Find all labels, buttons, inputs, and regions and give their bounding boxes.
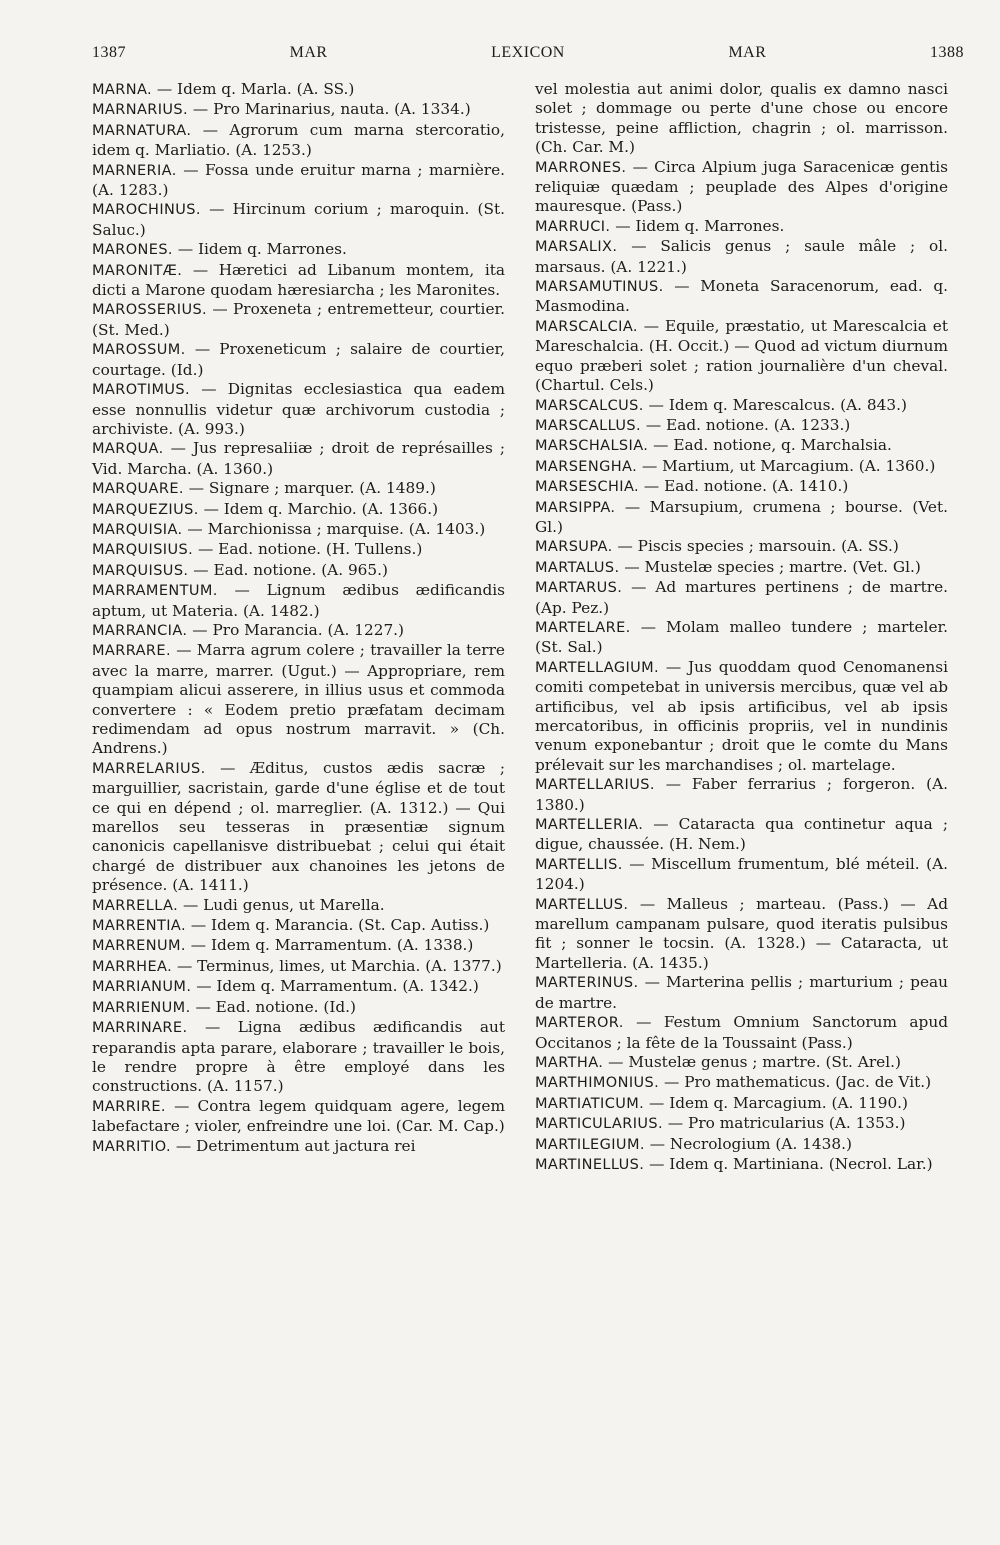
entry-headword: MARQUISIA.	[92, 521, 183, 538]
dictionary-entry	[535, 1053, 948, 1073]
right-column	[535, 80, 948, 1175]
entry-definition: — Malleus ; marteau. (Pass.) — Ad marellum campanam pulsare, quod iteratis pulsibus fit ; sonner le tocsin. (A. 1328.) — Cataracta, ut Martelleria. (A. 1435.)	[535, 894, 948, 972]
entry-headword: MARQUISIUS.	[92, 542, 194, 559]
entry-definition: — Molam malleo tundere ; marteler. (St. Sal.)	[535, 617, 948, 657]
dictionary-entry	[92, 100, 505, 120]
dictionary-entry	[92, 581, 505, 621]
entry-headword: MARQUA.	[92, 441, 164, 458]
entry-headword: MAROSSUM.	[92, 342, 186, 359]
entry-headword: MARRONES.	[535, 159, 627, 176]
entry-definition: — Hircinum corium ; maroquin. (St. Saluc.)	[92, 200, 505, 239]
entry-headword: MARTALUS.	[535, 559, 620, 576]
dictionary-entry	[92, 500, 505, 520]
dictionary-entry	[535, 1114, 948, 1134]
entry-definition: — Mustelæ genus ; martre. (St. Arel.)	[603, 1052, 901, 1071]
dictionary-entry	[535, 658, 948, 775]
dictionary-entry	[535, 457, 948, 477]
dictionary-entry	[92, 641, 505, 758]
entry-definition: — Cataracta qua continetur aqua ; digue, chaussée. (H. Nem.)	[535, 815, 948, 854]
entry-definition: — Idem q. Marramentum. (A. 1342.)	[191, 977, 479, 996]
dictionary-entry	[535, 1094, 948, 1114]
entry-definition: — Idem q. Marchio. (A. 1366.)	[198, 499, 439, 518]
entry-definition: — Terminus, limes, ut Marchia. (A. 1377.)	[172, 956, 502, 975]
entry-definition: — Marsupium, crumena ; bourse. (Vet. Gl.)	[535, 497, 948, 536]
left-column	[92, 80, 505, 1175]
dictionary-entry	[92, 977, 505, 997]
entry-definition: — Pro matricularius (A. 1353.)	[663, 1114, 906, 1133]
dictionary-entry	[535, 1073, 948, 1093]
entry-definition: — Ead. notione. (Id.)	[190, 997, 357, 1016]
entry-definition: — Piscis species ; marsouin. (A. SS.)	[612, 537, 899, 556]
entry-definition: — Ead. notione, q. Marchalsia.	[648, 436, 892, 455]
entry-definition: — Iidem q. Marrones.	[610, 216, 785, 235]
entry-headword: MARQUEZIUS.	[92, 501, 199, 518]
entry-headword: MARSALIX.	[535, 239, 618, 256]
dictionary-entry	[92, 540, 505, 560]
entry-headword: MARSAMUTINUS.	[535, 279, 664, 296]
dictionary-entry	[535, 1135, 948, 1155]
entry-definition: — Contra legem quidquam agere, legem labefactare ; violer, enfreindre une loi. (Car. M. Cap.)	[92, 1096, 505, 1136]
dictionary-entry	[92, 161, 505, 201]
entry-definition: — Idem q. Marancia. (St. Cap. Autiss.)	[186, 916, 490, 935]
dictionary-entry	[92, 998, 505, 1018]
entry-headword: MARRENTIA.	[92, 918, 186, 935]
dictionary-entry	[92, 439, 505, 479]
right-page-number: 1388	[930, 44, 964, 61]
entry-definition: — Idem q. Marla. (A. SS.)	[152, 80, 355, 98]
entry-definition: — Hæretici ad Libanum montem, ita dicti a Marone quodam hæresiarcha ; les Maronites.	[92, 260, 505, 300]
dictionary-entry	[92, 340, 505, 380]
entry-definition: — Ligna ædibus ædificandis aut reparandis apta parare, elaborare ; travailler le bois, le rendre propre à être employé dans les constructions. (A. 1157.)	[92, 1018, 505, 1096]
entry-definition: — Salicis genus ; saule mâle ; ol. marsaus. (A. 1221.)	[535, 237, 948, 276]
dictionary-entry	[535, 815, 948, 855]
entry-headword: MARTELLERIA.	[535, 817, 644, 834]
entry-headword: MARRIANUM.	[92, 979, 192, 996]
dictionary-entry	[92, 621, 505, 641]
entry-headword: MARRARE.	[92, 643, 171, 660]
entry-definition: — Æditus, custos ædis sacræ ; marguillier, sacristain, garde d'une église et de tout ce qui en dépend ; ol. marreglier. (A. 1312.) — Qui marellos seu tesseras in præsentiæ signum canonicis capellanisve distribuebat ; celui qui était chargé de distribuer aux chanoines les jetons de présence. (A. 1411.)	[92, 758, 505, 895]
entry-headword: MAROTIMUS.	[92, 382, 190, 399]
entry-headword: MARRELLA.	[92, 897, 179, 914]
entry-definition: — Marchionissa ; marquise. (A. 1403.)	[182, 519, 486, 538]
entry-definition: — Proxeneticum ; salaire de courtier, courtage. (Id.)	[92, 340, 505, 379]
entry-definition: — Ludi genus, ut Marella.	[178, 895, 385, 914]
entry-headword: MARRENUM.	[92, 938, 186, 955]
entry-definition: vel molestia aut animi dolor, qualis ex damno nasci solet ; dommage ou perte d'une chose ou encore tristesse, peine affliction, chagrin ; ol. marrisson. (Ch. Car. M.)	[535, 80, 948, 157]
dictionary-entry	[535, 80, 948, 158]
dictionary-entry	[535, 895, 948, 974]
dictionary-entry	[92, 80, 505, 100]
dictionary-entry	[92, 261, 505, 301]
entry-headword: MARNARIUS.	[92, 102, 189, 119]
dictionary-entry	[92, 520, 505, 540]
entry-headword: MARSCALCIA.	[535, 318, 638, 335]
dictionary-entry	[92, 240, 505, 260]
dictionary-entry	[535, 277, 948, 317]
entry-definition: — Ead. notione. (H. Tullens.)	[193, 540, 423, 559]
dictionary-entry	[92, 380, 505, 439]
entry-headword: MAROCHINUS.	[92, 202, 201, 219]
left-page-number: 1387	[92, 44, 126, 61]
entry-headword: MARRUCI.	[535, 218, 611, 235]
dictionary-entry	[535, 237, 948, 277]
entry-headword: MARRIENUM.	[92, 999, 191, 1016]
entry-headword: MARSCALLUS.	[535, 417, 642, 434]
entry-headword: MARRELARIUS.	[92, 760, 206, 777]
entry-headword: MARTELLAGIUM.	[535, 659, 660, 676]
entry-definition: — Miscellum frumentum, blé méteil. (A. 1204.)	[535, 854, 948, 894]
entry-headword: MARTERINUS.	[535, 975, 639, 992]
dictionary-entry	[92, 936, 505, 956]
dictionary-entry	[535, 855, 948, 895]
dictionary-entry	[92, 1137, 505, 1157]
dictionary-entry	[535, 973, 948, 1013]
center-running-title: LEXICON	[491, 44, 565, 61]
entry-headword: MARNA.	[92, 82, 153, 98]
columns	[92, 80, 964, 1175]
dictionary-entry	[535, 537, 948, 557]
entry-definition: — Ead. notione. (A. 1233.)	[641, 415, 851, 434]
entry-definition: — Pro Marinarius, nauta. (A. 1334.)	[188, 100, 471, 119]
entry-headword: MARTELLARIUS.	[535, 777, 655, 794]
entry-headword: MARTELARE.	[535, 619, 631, 636]
entry-definition: — Necrologium (A. 1438.)	[644, 1134, 852, 1153]
entry-definition: — Faber ferrarius ; forgeron. (A. 1380.)	[535, 775, 948, 814]
right-running-title: MAR	[728, 44, 767, 61]
entry-definition: — Mustelæ species ; martre. (Vet. Gl.)	[619, 557, 921, 576]
entry-headword: MARTARUS.	[535, 580, 623, 597]
page-header	[92, 44, 964, 62]
left-running-title: MAR	[289, 44, 328, 61]
dictionary-entry	[92, 759, 505, 896]
entry-headword: MARSESCHIA.	[535, 479, 640, 496]
entry-definition: — Idem q. Martiniana. (Necrol. Lar.)	[644, 1154, 933, 1173]
entry-headword: MARRINARE.	[92, 1020, 188, 1037]
dictionary-entry	[535, 396, 948, 416]
entry-definition: — Proxeneta ; entremetteur, courtier. (St. Med.)	[92, 300, 505, 339]
entry-definition: — Jus represaliiæ ; droit de représailles ; Vid. Marcha. (A. 1360.)	[92, 439, 505, 478]
entry-headword: MARTELLUS.	[535, 896, 629, 913]
entry-definition: — Ead. notione. (A. 1410.)	[639, 477, 849, 496]
entry-headword: MARTHA.	[535, 1054, 604, 1071]
entry-definition: — Jus quoddam quod Cenomanensi comiti competebat in universis mercibus, quæ vel ab artificibus, vel ab ipsis artificibus, vel ab ipsis mercatoribus, in officinis propriis, vel in nundinis venum exponebantur ; droit que le comte du Mans prélevait sur les marchandises ; ol. martelage.	[535, 657, 948, 774]
dictionary-entry	[92, 200, 505, 240]
entry-headword: MARTILEGIUM.	[535, 1136, 645, 1153]
dictionary-entry	[535, 1155, 948, 1175]
dictionary-entry	[92, 300, 505, 340]
entry-headword: MARQUISUS.	[92, 562, 189, 579]
entry-definition: — Marterina pellis ; marturium ; peau de martre.	[535, 973, 948, 1012]
entry-headword: MARRIRE.	[92, 1098, 166, 1115]
entry-definition: — Agrorum cum marna stercoratio, idem q. Marliatio. (A. 1253.)	[92, 120, 505, 160]
entry-definition: — Idem q. Marcagium. (A. 1190.)	[644, 1093, 909, 1112]
dictionary-entry	[92, 561, 505, 581]
entry-headword: MARTELLIS.	[535, 856, 623, 873]
dictionary-entry	[535, 416, 948, 436]
entry-headword: MARSIPPA.	[535, 499, 616, 516]
dictionary-entry	[535, 317, 948, 396]
dictionary-entry	[535, 1013, 948, 1053]
dictionary-entry	[92, 479, 505, 499]
dictionary-entry	[535, 558, 948, 578]
dictionary-entry	[535, 217, 948, 237]
entry-headword: MARNATURA.	[92, 122, 192, 139]
entry-definition: — Lignum ædibus ædificandis aptum, ut Materia. (A. 1482.)	[92, 581, 505, 620]
entry-definition: — Idem q. Marescalcus. (A. 843.)	[643, 395, 907, 414]
dictionary-entry	[535, 578, 948, 618]
entry-headword: MARNERIA.	[92, 162, 177, 179]
entry-headword: MARTEROR.	[535, 1015, 624, 1032]
entry-headword: MARTINELLUS.	[535, 1156, 645, 1173]
entry-definition: — Pro Marancia. (A. 1227.)	[187, 620, 405, 639]
dictionary-entry	[92, 1018, 505, 1097]
dictionary-entry	[92, 916, 505, 936]
entry-headword: MARSENGHA.	[535, 458, 638, 475]
entry-definition: — Circa Alpium juga Saracenicæ gentis reliquiæ quædam ; peuplade des Alpes d'origine mauresque. (Pass.)	[535, 157, 948, 216]
entry-definition: — Dignitas ecclesiastica qua eadem esse nonnullis videtur quæ archivorum custodia ; archiviste. (A. 993.)	[92, 380, 505, 438]
dictionary-entry	[535, 775, 948, 815]
dictionary-entry	[92, 121, 505, 161]
entry-headword: MARRAMENTUM.	[92, 583, 218, 600]
entry-headword: MARTICULARIUS.	[535, 1116, 664, 1133]
dictionary-entry	[535, 436, 948, 456]
entry-definition: — Detrimentum aut jactura rei	[171, 1136, 416, 1155]
dictionary-entry	[535, 477, 948, 497]
entry-definition: — Pro mathematicus. (Jac. de Vit.)	[659, 1073, 932, 1092]
entry-definition: — Iidem q. Marrones.	[172, 240, 347, 259]
entry-headword: MARSUPA.	[535, 539, 613, 556]
entry-definition: — Fossa unde eruitur marna ; marnière. (A. 1283.)	[92, 160, 505, 200]
entry-headword: MAROSSERIUS.	[92, 302, 208, 319]
dictionary-entry	[535, 498, 948, 538]
entry-headword: MARRITIO.	[92, 1138, 172, 1155]
entry-headword: MARSCALCUS.	[535, 397, 644, 414]
dictionary-entry	[535, 618, 948, 658]
entry-definition: — Ad martures pertinens ; de martre. (Ap. Pez.)	[535, 578, 948, 617]
entry-headword: MARONES.	[92, 242, 173, 259]
entry-headword: MARSCHALSIA.	[535, 438, 649, 455]
entry-definition: — Martium, ut Marcagium. (A. 1360.)	[637, 456, 936, 475]
entry-headword: MARTHIMONIUS.	[535, 1075, 660, 1092]
entry-headword: MARRANCIA.	[92, 622, 188, 639]
entry-definition: — Marra agrum colere ; travailler la terre avec la marre, marrer. (Ugut.) — Appropriare, rem quampiam alicui asserere, in illius usus et commoda convertere : « Eodem pretio præfatam decimam redimendam ad opus nostrum marravit. » (Ch. Andrens.)	[92, 641, 505, 758]
entry-headword: MARQUARE.	[92, 481, 184, 498]
entry-headword: MARONITÆ.	[92, 262, 183, 279]
dictionary-entry	[92, 896, 505, 916]
entry-definition: — Signare ; marquer. (A. 1489.)	[183, 479, 436, 498]
entry-definition: — Equile, præstatio, ut Marescalcia et Mareschalcia. (H. Occit.) — Quod ad victum diurnum equo præberi solet ; ration journalière d'un cheval. (Chartul. Cels.)	[535, 316, 948, 395]
entry-definition: — Festum Omnium Sanctorum apud Occitanos ; la fête de la Toussaint (Pass.)	[535, 1013, 948, 1052]
dictionary-entry	[92, 957, 505, 977]
dictionary-entry	[92, 1097, 505, 1137]
entry-headword: MARTIATICUM.	[535, 1095, 645, 1112]
entry-definition: — Ead. notione. (A. 965.)	[188, 560, 388, 579]
dictionary-entry	[535, 158, 948, 217]
entry-definition: — Idem q. Marramentum. (A. 1338.)	[185, 936, 474, 955]
entry-headword: MARRHEA.	[92, 958, 173, 975]
entry-definition: — Moneta Saracenorum, ead. q. Masmodina.	[535, 277, 948, 316]
